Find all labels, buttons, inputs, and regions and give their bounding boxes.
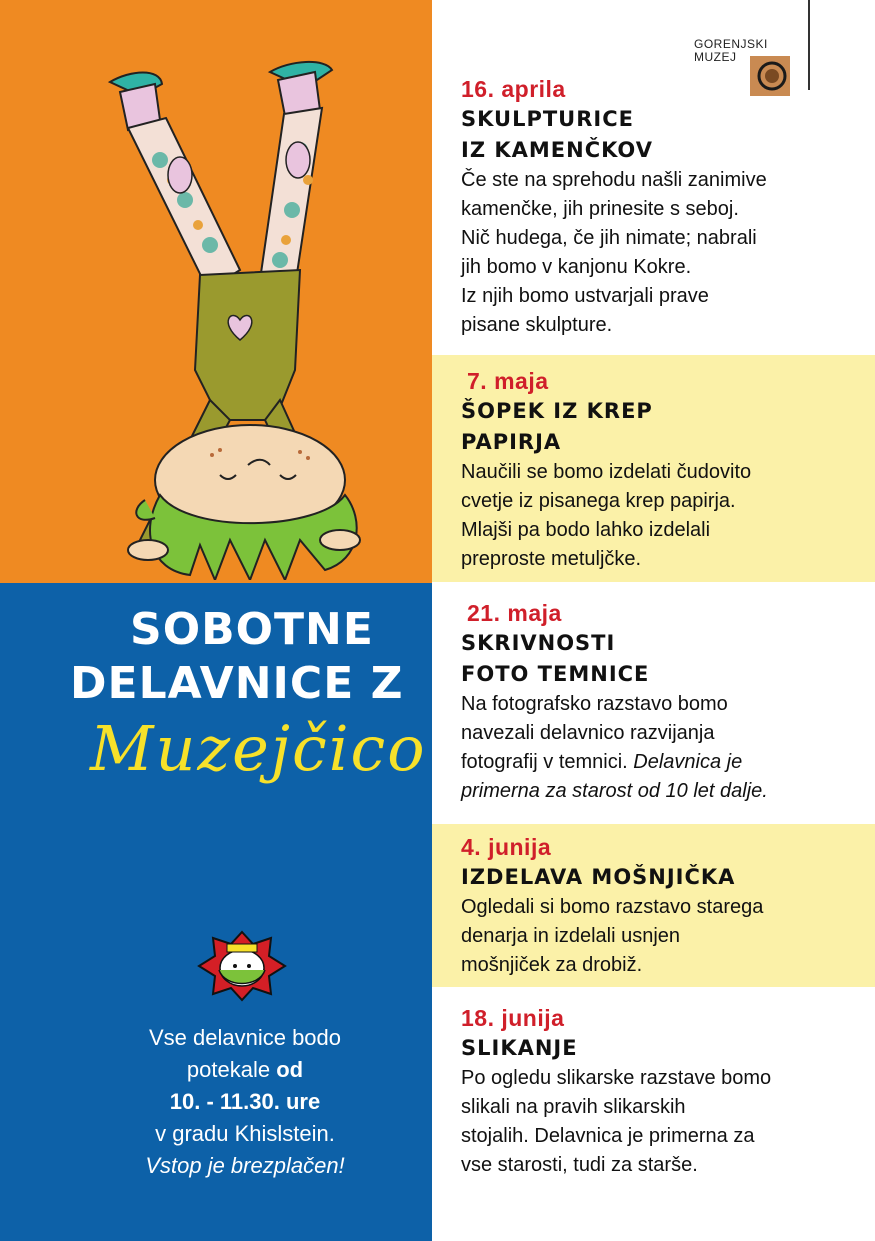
info-line-2-bold: od (276, 1057, 304, 1082)
event-title-line-1: SLIKANJE (461, 1036, 578, 1060)
desc-line: Iz njih bomo ustvarjali prave (461, 285, 709, 307)
event-2 (461, 366, 861, 574)
desc-text: fotografij v temnici. (461, 751, 634, 773)
desc-line: mošnjiček za drobiž. (461, 954, 643, 976)
info-location: v gradu Khislstein. (155, 1121, 335, 1146)
page-title (70, 604, 430, 709)
desc-line: Če ste na sprehodu našli zanimive (461, 169, 767, 191)
desc-line: Ogledali si bomo razstavo starega (461, 896, 764, 918)
logo-line-2: MUZEJ (694, 50, 737, 64)
event-4 (461, 832, 861, 980)
desc-line: denarja in izdelali usnjen (461, 925, 681, 947)
event-5 (461, 1003, 861, 1180)
event-3 (461, 598, 861, 806)
info-line-2-text: potekale (186, 1057, 277, 1082)
desc-line: cvetje iz pisanega krep papirja. (461, 490, 736, 512)
event-date: 21. maja (467, 600, 562, 626)
event-1 (461, 74, 861, 340)
info-free-entry: Vstop je brezplačen! (145, 1153, 345, 1178)
event-title-line-2: PAPIRJA (461, 430, 562, 454)
event-date: 18. junija (461, 1005, 565, 1031)
event-date: 4. junija (461, 834, 552, 860)
desc-italic-line: primerna za starost od 10 let dalje. (461, 780, 768, 802)
event-description (461, 690, 861, 806)
desc-line: navezali delavnico razvijanja (461, 722, 715, 744)
event-date: 7. maja (467, 368, 549, 394)
info-line-1: Vse delavnice bodo (148, 1025, 342, 1050)
desc-line: Naučili se bomo izdelati čudovito (461, 461, 752, 483)
muzejcica-emblem-icon (197, 930, 287, 1002)
desc-line: pisane skulpture. (461, 314, 613, 336)
event-description (461, 166, 861, 340)
desc-line: Na fotografsko razstavo bomo (461, 693, 728, 715)
event-title-line-1: SKULPTURICE (461, 107, 634, 131)
desc-line: preproste metuljčke. (461, 548, 642, 570)
info-line-2 (110, 1054, 380, 1086)
desc-line: Po ogledu slikarske razstave bomo (461, 1067, 772, 1089)
desc-line: jih bomo v kanjonu Kokre. (461, 256, 692, 278)
event-title-line-1: SKRIVNOSTI (461, 631, 616, 655)
event-title-line-2: IZ KAMENČKOV (461, 138, 653, 162)
logo-line-1: GORENJSKI (694, 37, 768, 51)
event-title-line-2: FOTO TEMNICE (461, 662, 650, 686)
event-description (461, 893, 861, 980)
desc-line: stojalih. Delavnica je primerna za (461, 1125, 755, 1147)
desc-line (461, 748, 861, 777)
info-block (110, 1022, 380, 1182)
event-description (461, 1064, 861, 1180)
event-date: 16. aprila (461, 76, 566, 102)
title-line-1: SOBOTNE (130, 604, 374, 655)
desc-line: slikali na pravih slikarskih (461, 1096, 686, 1118)
desc-line: vse starosti, tudi za starše. (461, 1154, 698, 1176)
desc-line: kamenčke, jih prinesite s seboj. (461, 198, 739, 220)
desc-line: Nič hudega, če jih nimate; nabrali (461, 227, 757, 249)
title-script: Muzejčico (90, 712, 427, 785)
event-title-line-1: ŠOPEK IZ KREP (461, 399, 653, 423)
desc-italic-text: Delavnica je (633, 751, 743, 773)
info-time: 10. - 11.30. ure (169, 1089, 321, 1114)
upside-down-child-illustration (100, 40, 400, 580)
title-line-2: DELAVNICE Z (70, 658, 404, 709)
desc-line: Mlajši pa bodo lahko izdelali (461, 519, 711, 541)
event-description (461, 458, 861, 574)
event-title-line-1: IZDELAVA MOŠNJIČKA (461, 865, 736, 889)
